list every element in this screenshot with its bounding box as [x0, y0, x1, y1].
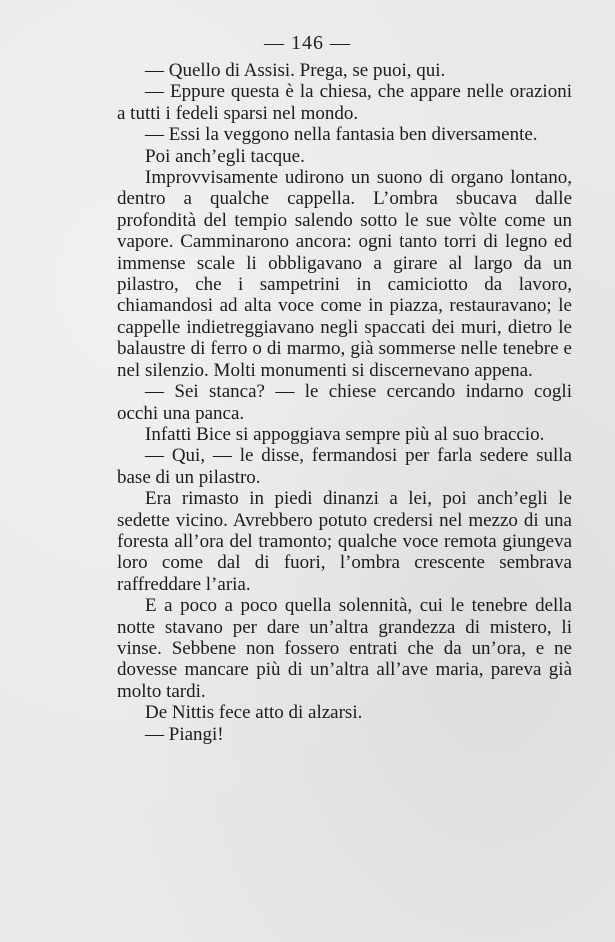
- paragraph: — Sei stanca? — le chiese cercando indarno cogli occhi una panca.: [117, 381, 572, 424]
- paragraph: Era rimasto in piedi dinanzi a lei, poi anch’egli le sedette vicino. Avrebbero potuto credersi nel mezzo di una foresta all’ora del tramonto; qualche voce remota giungeva loro come dal di fuori, l’ombra crescente sembrava raffreddare l’aria.: [117, 488, 572, 595]
- paragraph: Infatti Bice si appoggiava sempre più al suo braccio.: [145, 423, 545, 445]
- body-text: [117, 60, 572, 745]
- paragraph: Improvvisamente udirono un suono di organo lontano, dentro a qualche cappella. L’ombra sbucava dalle profondità del tempio salendo sotto le sue vòlte come un vapore. Camminarono ancora: ogni tanto torri di legno ed immense scale li obbligavano a girare al largo da un pilastro, che i sampetrini in camiciotto da lavoro, chiamandosi ad alta voce come in piazza, restauravano; le cappelle indietreggiavano negli spaccati dei muri, dietro le balaustre di ferro o di marmo, già sommerse nelle tenebre e nel silenzio. Molti monumenti si discernevano appena.: [117, 167, 572, 381]
- paragraph: — Essi la veggono nella fantasia ben diversamente.: [145, 124, 538, 146]
- paragraph: — Quello di Assisi. Prega, se puoi, qui.: [145, 60, 446, 81]
- paragraph: — Eppure questa è la chiesa, che appare nelle orazioni a tutti i fedeli sparsi nel mondo.: [117, 81, 572, 124]
- paragraph: Poi anch’egli tacque.: [145, 145, 305, 167]
- paragraph: E a poco a poco quella solennità, cui le tenebre della notte stavano per dare un’altra grandezza di mistero, li vinse. Sebbene non fossero entrati che da un’ora, e ne dovesse mancare più di un’altra all’ave maria, pareva già molto tardi.: [117, 595, 572, 702]
- paragraph: De Nittis fece atto di alzarsi.: [145, 702, 363, 724]
- paragraph: — Piangi!: [145, 723, 224, 745]
- page-number: — 146 —: [264, 32, 351, 54]
- paragraph: — Qui, — le disse, fermandosi per farla sedere sulla base di un pilastro.: [117, 445, 572, 488]
